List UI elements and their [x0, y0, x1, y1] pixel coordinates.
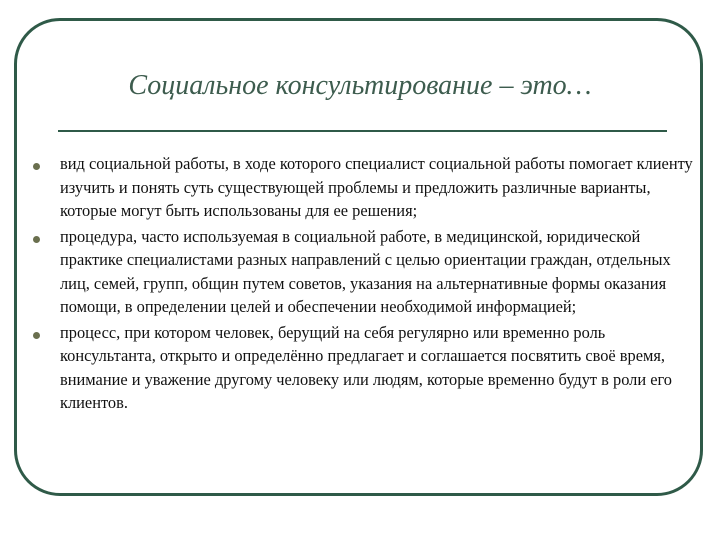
- title-underline: [58, 130, 667, 132]
- list-item-text: процесс, при котором человек, берущий на себя регулярно или временно роль консультанта, открыто и определённо предлагает и соглашается посвятить своё время, внимание и уважение другому человеку или людям, которые временно будут в роли его клиентов.: [60, 322, 673, 412]
- list-item-text: процедура, часто используемая в социальной работе, в медицинской, юридической практике специалистами разных направлений с целью ориентации граждан, отдельных лиц, семей, групп, общин путем советов, указания на альтернативные формы оказания помощи, в определении целей и обеспечении необходимой информацией;: [60, 226, 671, 316]
- list-item: [0, 321, 700, 415]
- slide-title: Социальное консультирование – это…: [128, 70, 592, 101]
- bullet-dot-icon: [33, 236, 40, 243]
- bullet-dot-icon: [33, 332, 40, 339]
- list-item-text: вид социальной работы, в ходе которого специалист социальной работы помогает клиенту изучить и понять суть существующей проблемы и предложить различные варианты, которые могут быть использованы для ее решения;: [60, 154, 693, 220]
- bullet-dot-icon: [33, 163, 40, 170]
- list-item: [0, 225, 700, 319]
- list-item: [0, 152, 700, 223]
- definition-list: [0, 152, 720, 417]
